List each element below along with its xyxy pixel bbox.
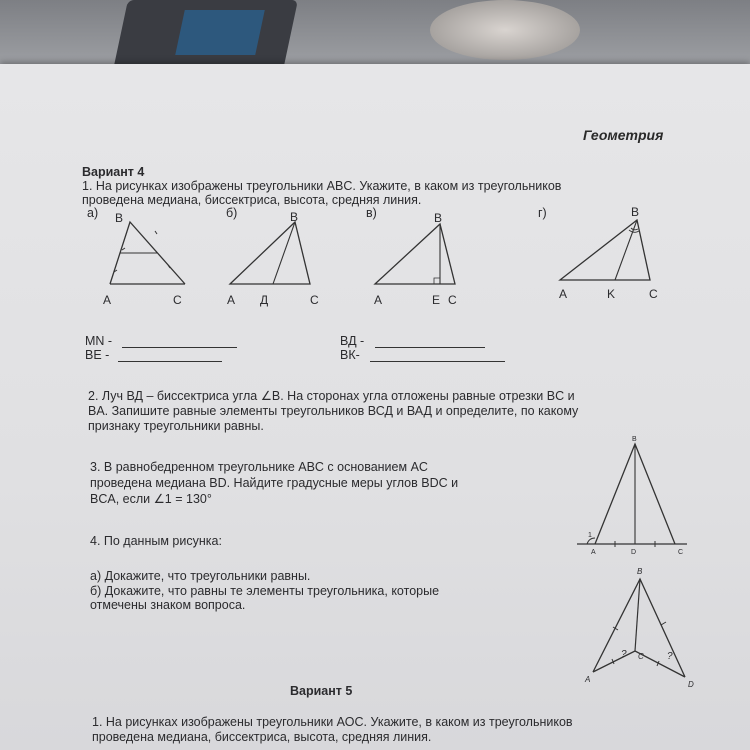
task4-label-d: D: [688, 680, 694, 689]
fig-v-label-b: B: [434, 211, 443, 225]
fig-b-label-b: B: [290, 210, 299, 224]
fig-g-label-a: A: [559, 287, 568, 301]
task3-label-c: C: [678, 549, 684, 556]
task4-text-line4: отмечены знаком вопроса.: [90, 598, 246, 612]
task4-text-line2: а) Докажите, что треугольники равны.: [90, 569, 311, 583]
figure-g-triangle: [555, 205, 675, 302]
task3-label-b: B: [632, 436, 637, 443]
fig-v-label-e: E: [432, 293, 441, 307]
fig-v-label-a: A: [374, 293, 383, 307]
background-object: [430, 0, 580, 60]
task1-text-line1: 1. На рисунках изображены треугольники ABC. Укажите, в каком из треугольников: [82, 179, 562, 193]
fig-a-label-a: A: [103, 293, 112, 307]
fig-g-label-b: B: [631, 205, 640, 219]
fig-b-label-d: Д: [260, 293, 269, 307]
figure-label-g: г): [538, 206, 547, 220]
fig-v-label-c: C: [448, 293, 457, 307]
answer-label-be: BE -: [85, 348, 110, 362]
task4-text-line3: б) Докажите, что равны те элементы треугольника, которые: [90, 584, 440, 598]
task1-text-line2: проведена медиана, биссектриса, высота, средняя линия.: [82, 193, 422, 207]
fig-b-label-a: A: [227, 293, 236, 307]
variant4-title: Вариант 4: [82, 165, 145, 179]
task4-label-c: C: [638, 652, 644, 661]
figure-label-b: б): [226, 206, 238, 220]
page-header: Геометрия: [583, 127, 664, 143]
fig-g-label-k: K: [607, 287, 616, 301]
variant5-task1-line2: проведена медиана, биссектриса, высота, средняя линия.: [92, 730, 432, 744]
answer-label-vk: ВК-: [340, 348, 360, 362]
task2-text-line1: 2. Луч ВД – биссектриса угла ∠B. На сторонах угла отложены равные отрезки BC и: [88, 389, 575, 403]
figure-b-triangle: [225, 210, 335, 307]
task4-question-left: ?: [621, 649, 627, 660]
background-device-screen: [175, 10, 265, 55]
answer-label-mn: MN -: [85, 334, 113, 348]
answer-line-be[interactable]: [118, 361, 222, 362]
answer-line-vd[interactable]: [375, 347, 485, 348]
fig-b-label-c: C: [310, 293, 319, 307]
answer-line-mn[interactable]: [122, 347, 237, 348]
task4-label-b: B: [637, 567, 643, 576]
task4-figure: [585, 569, 705, 689]
task4-text-line1: 4. По данным рисунка:: [90, 534, 222, 548]
task3-label-1: 1: [588, 532, 592, 539]
figure-label-a: а): [87, 206, 99, 220]
task2-text-line3: признаку треугольники равны.: [88, 419, 264, 433]
task3-label-a: A: [591, 549, 596, 556]
task4-question-right: ?: [667, 651, 673, 662]
task3-text-line1: 3. В равнобедренном треугольнике ABC с основанием AC: [90, 460, 428, 474]
task3-text-line2: проведена медиана BD. Найдите градусные меры углов BDC и: [90, 476, 459, 490]
figure-a-triangle: [95, 211, 205, 307]
variant5-task1-line1: 1. На рисунках изображены треугольники АОС. Укажите, в каком из треугольников: [92, 715, 573, 729]
figure-label-v: в): [366, 206, 377, 220]
fig-g-label-c: C: [649, 287, 658, 301]
fig-a-label-b: B: [115, 211, 124, 225]
worksheet-page: [0, 64, 750, 750]
task3-figure: [575, 434, 695, 559]
answer-line-vk[interactable]: [370, 361, 505, 362]
answer-label-vd: ВД -: [340, 334, 365, 348]
task3-text-line3: BCA, если ∠1 = 130°: [90, 492, 212, 506]
figure-v-triangle: [370, 211, 470, 307]
fig-a-label-c: C: [173, 293, 182, 307]
task3-label-d: D: [631, 549, 637, 556]
task4-label-a: A: [585, 675, 591, 684]
task2-text-line2: BA. Запишите равные элементы треугольников ВСД и ВАД и определите, по какому: [88, 404, 579, 418]
variant5-title: Вариант 5: [290, 684, 353, 698]
